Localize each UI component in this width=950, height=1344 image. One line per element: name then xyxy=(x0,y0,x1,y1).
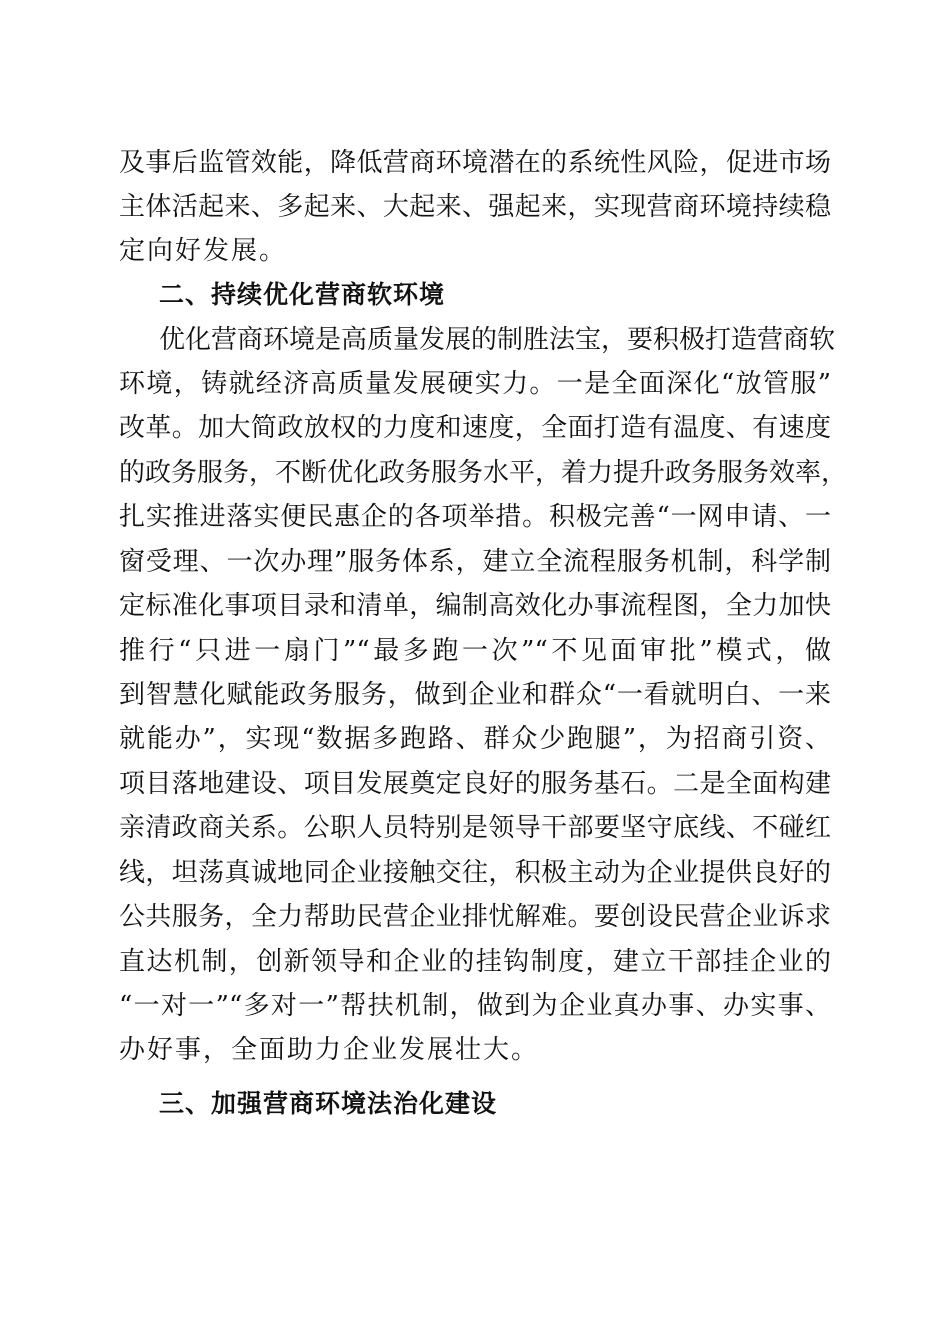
paragraph-2-line-7: 定标准化事项目录和清单，编制高效化办事流程图，全力加快 xyxy=(119,591,831,621)
paragraph-2-line-2: 环境，铸就经济高质量发展硬实力。一是全面深化“放管服” xyxy=(119,369,831,399)
paragraph-2-line-10: 就能办”，实现“数据多跑路、群众少跑腿”，为招商引资、 xyxy=(119,724,831,754)
paragraph-2-line-4: 的政务服务，不断优化政务服务水平，着力提升政务服务效率， xyxy=(119,458,848,488)
paragraph-2-line-17: 办好事，全面助力企业发展壮大。 xyxy=(119,1035,540,1065)
paragraph-2-line-1: 优化营商环境是高质量发展的制胜法宝，要积极打造营商软 xyxy=(159,325,836,355)
paragraph-2-line-16: “一对一”“多对一”帮扶机制，做到为企业真办事、办实事、 xyxy=(119,991,831,1021)
paragraph-2-line-11: 项目落地建设、项目发展奠定良好的服务基石。二是全面构建 xyxy=(119,769,831,799)
paragraph-2-line-13: 线，坦荡真诚地同企业接触交往，积极主动为企业提供良好的 xyxy=(119,858,831,888)
paragraph-1-line-1: 及事后监管效能，降低营商环境潜在的系统性风险，促进市场 xyxy=(119,148,831,178)
paragraph-1-line-2: 主体活起来、多起来、大起来、强起来，实现营商环境持续稳 xyxy=(119,192,831,222)
paragraph-1-line-3: 定向好发展。 xyxy=(119,236,288,266)
paragraph-2-line-3: 改革。加大简政放权的力度和速度，全面打造有温度、有速度 xyxy=(119,413,831,443)
paragraph-2-line-15: 直达机制，创新领导和企业的挂钩制度，建立干部挂企业的 xyxy=(119,947,831,977)
paragraph-2-line-14: 公共服务，全力帮助民营企业排忧解难。要创设民营企业诉求 xyxy=(119,902,831,932)
paragraph-2-line-8: 推行“只进一扇门”“最多跑一次”“不见面审批”模式，做 xyxy=(119,636,831,666)
paragraph-2-line-12: 亲清政商关系。公职人员特别是领导干部要坚守底线、不碰红 xyxy=(119,813,831,843)
section-heading-2: 二、持续优化营商软环境 xyxy=(159,280,446,309)
section-heading-3: 三、加强营商环境法治化建设 xyxy=(159,1089,498,1118)
paragraph-2-line-6: 窗受理、一次办理”服务体系，建立全流程服务机制，科学制 xyxy=(119,547,831,577)
paragraph-2-line-9: 到智慧化赋能政务服务，做到企业和群众“一看就明白、一来 xyxy=(119,680,831,710)
paragraph-2-line-5: 扎实推进落实便民惠企的各项举措。积极完善“一网申请、一 xyxy=(119,502,831,532)
